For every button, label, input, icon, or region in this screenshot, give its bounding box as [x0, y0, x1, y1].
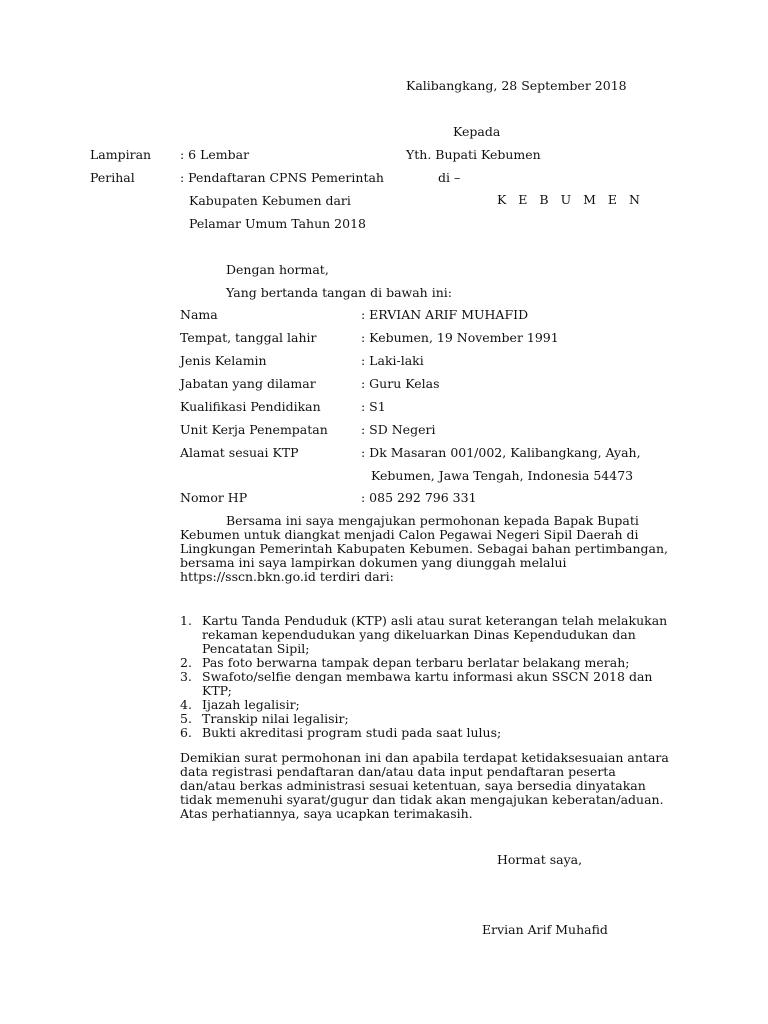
field-label-nama: Nama	[180, 307, 218, 322]
field-label-jabatan: Jabatan yang dilamar	[180, 376, 316, 391]
list-item	[180, 712, 680, 726]
list-item-number: 2.	[180, 655, 192, 670]
list-item	[180, 698, 680, 712]
recipient-di: di –	[438, 170, 461, 185]
list-item-text: Swafoto/selfie dengan membawa kartu informasi akun SSCN 2018 dan KTP;	[202, 669, 653, 698]
sign-off: Hormat saya,	[497, 852, 583, 867]
list-item-text: Kartu Tanda Penduduk (KTP) asli atau surat keterangan telah melakukan rekaman kependudukan yang dikeluarkan Dinas Kependudukan dan Pencatatan Sipil;	[202, 613, 668, 656]
perihal-line2: Kabupaten Kebumen dari	[189, 193, 351, 208]
list-item	[180, 656, 680, 670]
document-list	[180, 614, 680, 740]
list-item	[180, 614, 680, 656]
field-label-kualifikasi: Kualifikasi Pendidikan	[180, 399, 321, 414]
list-item-number: 5.	[180, 711, 192, 726]
field-label-nomor-hp: Nomor HP	[180, 490, 248, 505]
place-date: Kalibangkang, 28 September 2018	[406, 78, 627, 93]
field-value-unit-kerja: : SD Negeri	[361, 422, 436, 437]
list-item-number: 6.	[180, 725, 192, 740]
list-item	[180, 726, 680, 740]
list-item-number: 1.	[180, 613, 192, 628]
body-paragraph: Bersama ini saya mengajukan permohonan kepada Bapak Bupati Kebumen untuk diangkat menjadi Calon Pegawai Negeri Sipil Daerah di Lingkungan Pemerintah Kabupaten Kebumen. Sebagai bahan pertimbangan, bersama ini saya lampirkan dokumen yang diunggah melalui https://sscn.bkn.go.id terdiri dari:	[180, 513, 669, 584]
intro-line: Yang bertanda tangan di bawah ini:	[226, 285, 452, 300]
field-value-jenis-kelamin: : Laki-laki	[361, 353, 424, 368]
greeting: Dengan hormat,	[226, 262, 329, 277]
field-label-alamat: Alamat sesuai KTP	[180, 445, 299, 460]
closing-paragraph: Demikian surat permohonan ini dan apabila terdapat ketidaksesuaian antara data registrasi pendaftaran dan/atau data input pendaftaran peserta dan/atau berkas administrasi sesuai ketentuan, saya bersedia dinyatakan tidak memenuhi syarat/gugur dan tidak akan mengajukan keberatan/aduan. Atas perhatiannya, saya ucapkan terimakasih.	[180, 750, 669, 821]
field-value-nama: : ERVIAN ARIF MUHAFID	[361, 307, 529, 322]
recipient-yth: Yth. Bupati Kebumen	[406, 147, 541, 162]
field-label-jenis-kelamin: Jenis Kelamin	[180, 353, 267, 368]
list-item-text: Pas foto berwarna tampak depan terbaru berlatar belakang merah;	[202, 655, 630, 670]
lampiran-value: : 6 Lembar	[180, 147, 250, 162]
field-label-ttl: Tempat, tanggal lahir	[180, 330, 317, 345]
field-value-alamat-line2: Kebumen, Jawa Tengah, Indonesia 54473	[371, 468, 634, 483]
perihal-label: Perihal	[90, 170, 135, 185]
signatory-name: Ervian Arif Muhafid	[482, 922, 608, 937]
list-item-number: 3.	[180, 669, 192, 684]
perihal-line3: Pelamar Umum Tahun 2018	[189, 216, 366, 231]
field-value-jabatan: : Guru Kelas	[361, 376, 440, 391]
field-value-ttl: : Kebumen, 19 November 1991	[361, 330, 559, 345]
field-value-kualifikasi: : S1	[361, 399, 386, 414]
list-item-text: Transkip nilai legalisir;	[202, 711, 349, 726]
list-item-text: Bukti akreditasi program studi pada saat lulus;	[202, 725, 502, 740]
lampiran-label: Lampiran	[90, 147, 152, 162]
recipient-kepada: Kepada	[453, 124, 501, 139]
list-item-number: 4.	[180, 697, 192, 712]
field-value-alamat: : Dk Masaran 001/002, Kalibangkang, Ayah,	[361, 445, 641, 460]
list-item	[180, 670, 680, 698]
perihal-line1: : Pendaftaran CPNS Pemerintah	[180, 170, 384, 185]
recipient-city: K E B U M E N	[497, 192, 644, 207]
field-label-unit-kerja: Unit Kerja Penempatan	[180, 422, 328, 437]
list-item-text: Ijazah legalisir;	[202, 697, 300, 712]
field-value-nomor-hp: : 085 292 796 331	[361, 490, 477, 505]
